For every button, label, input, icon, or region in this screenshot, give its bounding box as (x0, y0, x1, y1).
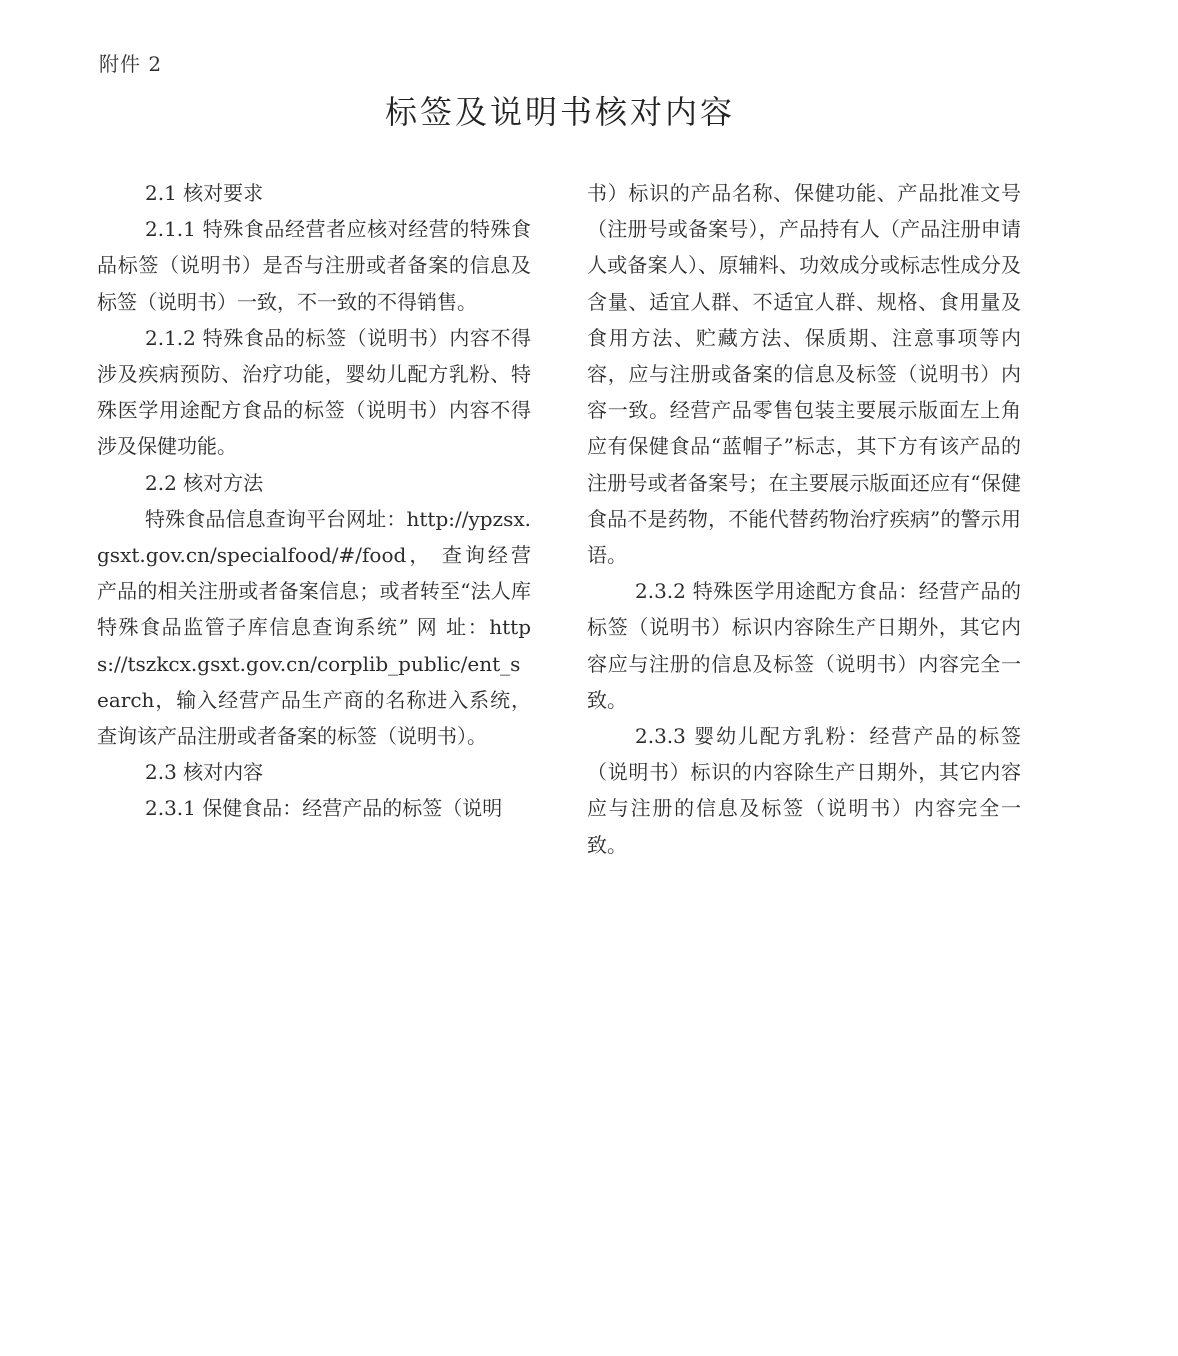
left-column (97, 175, 531, 827)
paragraph-2-1-2: 2.1.2 特殊食品的标签（说明书）内容不得涉及疾病预防、治疗功能，婴幼儿配方乳粉、特殊医学用途配方食品的标签（说明书）内容不得涉及保健功能。 (97, 325, 531, 459)
paragraph-2-3-1-start: 2.3.1 保健食品：经营产品的标签（说明 (145, 796, 503, 821)
section-heading-2-1: 2.1 核对要求 (145, 181, 264, 205)
attachment-label: 附件 2 (99, 52, 163, 76)
section-heading-2-3: 2.3 核对内容 (145, 760, 264, 785)
page-title: 标签及说明书核对内容 (384, 93, 735, 131)
paragraph-2-3-3: 2.3.3 婴幼儿配方乳粉：经营产品的标签（说明书）标识的内容除生产日期外，其它内容应与注册的信息及标签（说明书）内容完全一致。 (587, 724, 1021, 857)
paragraph-query-method: 特殊食品信息查询平台网址：http://ypzsx.gsxt.gov.cn/specialfood/#/food， 查询经营产品的相关注册或者备案信息；或者转至“法人库特殊食品监管子库信息查询系统” 网 址：https://tszkcx.gsxt.gov.cn/corplib_public/ent_search，输入经营产品生产商的名称进入系统，查询该产品注册或者备案的标签（说明书）。 (97, 506, 531, 749)
paragraph-2-3-2: 2.3.2 特殊医学用途配方食品：经营产品的标签（说明书）标识内容除生产日期外，其它内容应与注册的信息及标签（说明书）内容完全一致。 (587, 579, 1021, 712)
paragraph-2-3-1-continued: 书）标识的产品名称、保健功能、产品批准文号（注册号或备案号），产品持有人（产品注册申请人或备案人）、原辅料、功效成分或标志性成分及含量、适宜人群、不适宜人群、规格、食用量及食用方法、贮藏方法、保质期、注意事项等内容，应与注册或备案的信息及标签（说明书）内容一致。经营产品零售包装主要展示版面左上角应有保健食品“蓝帽子”标志，其下方有该产品的注册号或者备案号；在主要展示版面还应有“保健食品不是药物，不能代替药物治疗疾病”的警示用语。 (587, 181, 1021, 568)
section-heading-2-2: 2.2 核对方法 (145, 470, 264, 495)
right-column (587, 175, 1021, 863)
paragraph-2-1-1: 2.1.1 特殊食品经营者应核对经营的特殊食品标签（说明书）是否与注册或者备案的信息及标签（说明书）一致，不一致的不得销售。 (97, 217, 531, 314)
